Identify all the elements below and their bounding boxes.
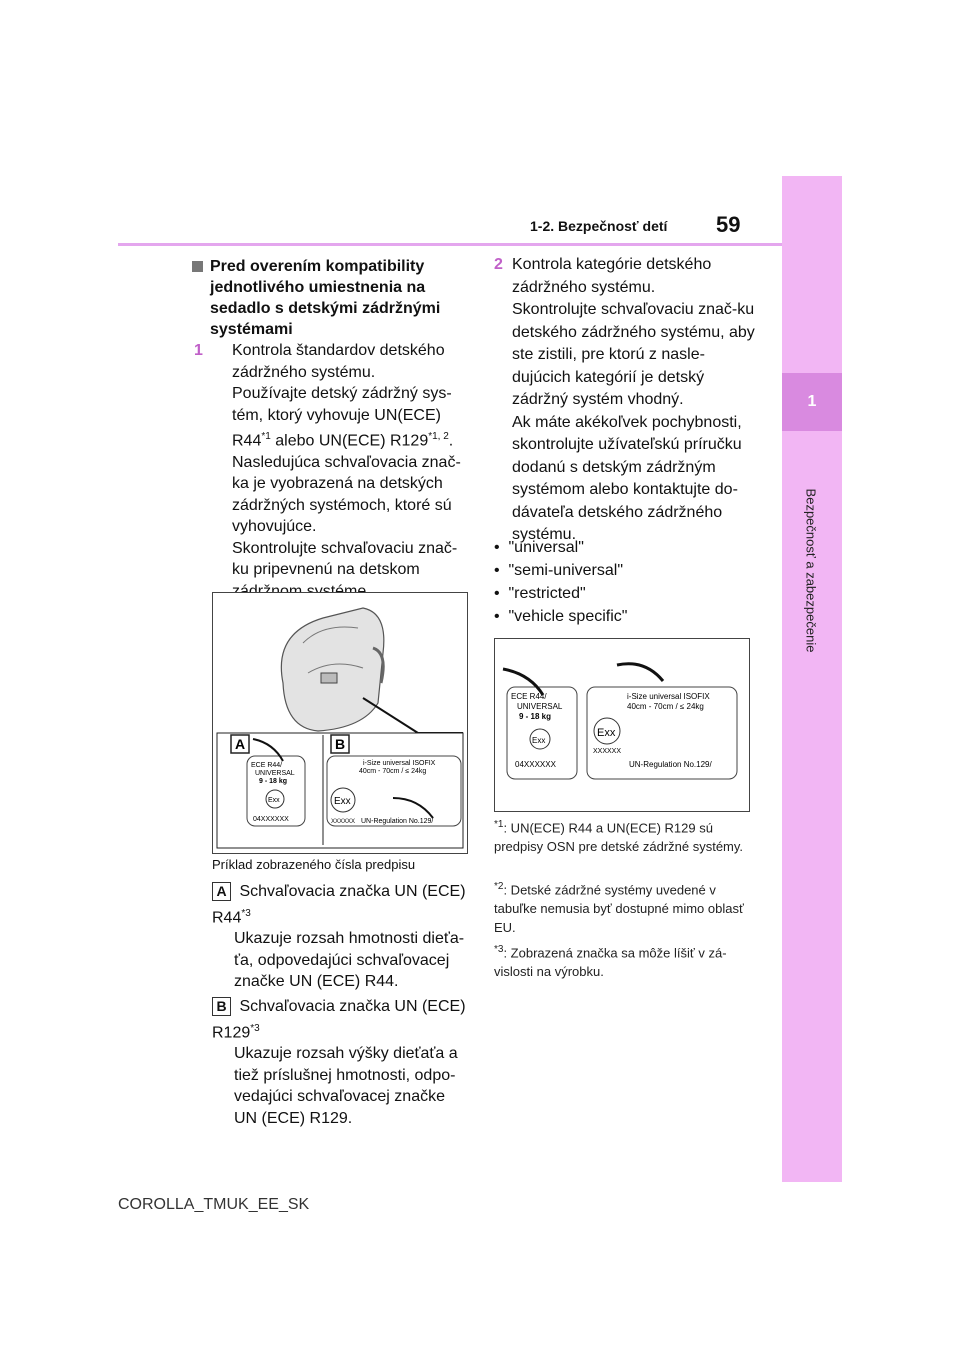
- step-1-standards: [232, 383, 468, 452]
- list-item: • "universal": [494, 539, 584, 556]
- document-code: COROLLA_TMUK_EE_SK: [118, 1196, 310, 1213]
- isize-text: i-Size universal ISOFIX: [627, 692, 710, 701]
- list-item: • "semi-universal": [494, 562, 623, 579]
- code-text: 04XXXXXX: [253, 816, 289, 823]
- step-2: [494, 254, 756, 547]
- step-2-title: Kontrola kategórie detského zádržného systému.: [512, 256, 712, 296]
- step-1-text-d: .: [448, 432, 454, 450]
- footnote-ref: *1, 2: [428, 431, 449, 442]
- list-item: • "restricted": [494, 585, 586, 602]
- list-item-text: "semi-universal": [508, 562, 623, 579]
- footnote-mark: *3: [494, 944, 504, 955]
- subheading-text: Pred overením kompatibility jednotlivého umiestnenia na sedadlo s detskými zádržnými systémami: [210, 258, 441, 338]
- exx-mark: Exx: [532, 736, 546, 745]
- list-item-text: "universal": [508, 539, 584, 556]
- figure-label-a: A: [235, 736, 246, 752]
- step-2-text-b: Skontrolujte schvaľovaciu znač-ku detského zádržného systému, aby ste zistili, pre ktorú z nasle-dujúcich kategórií je detský zádržný systém vhodný.: [512, 301, 755, 408]
- footnote-ref: *1: [261, 431, 271, 442]
- square-bullet-icon: [192, 261, 203, 272]
- regulation-text: UN-Regulation No.129/: [361, 818, 434, 825]
- step-1-text-e: Nasledujúca schvaľovacia znač-ka je vyobrazená na detských zádržných systémoch, ktoré sú vyhovujúce.: [232, 453, 461, 536]
- approval-marks-illustration: [495, 639, 749, 811]
- universal-text: UNIVERSAL: [517, 702, 563, 711]
- footnote-mark: *1: [494, 819, 504, 830]
- label-a-title: Schvaľovacia značka UN (ECE) R44: [212, 883, 466, 926]
- footnote-3: [494, 940, 756, 981]
- figure-caption: Príklad zobrazeného čísla predpisu: [212, 857, 416, 872]
- height-text: 40cm - 70cm / ≤ 24kg: [359, 768, 427, 775]
- list-item: • "vehicle specific": [494, 608, 628, 625]
- footnote-text: : Detské zádržné systémy uvedené v tabuľke nemusia byť dostupné mimo oblasť EU.: [494, 882, 744, 936]
- step-2-text-c: Ak máte akékoľvek pochybnosti, skontrolujte užívateľskú príručku dodanú s detským zádržným systémom alebo kontaktujte do-dávateľa detského zádržného systému.: [512, 413, 742, 543]
- code-text: 04XXXXXX: [515, 760, 556, 769]
- list-item-text: "vehicle specific": [508, 608, 628, 625]
- exx-mark: Exx: [268, 797, 280, 804]
- isize-text: i-Size universal ISOFIX: [363, 760, 436, 767]
- label-b-box: B: [212, 997, 231, 1016]
- footnote-mark: *2: [494, 881, 504, 892]
- universal-text: UNIVERSAL: [255, 770, 295, 777]
- chapter-title-text: Bezpečnosť a zabezpečenie: [803, 488, 819, 652]
- footnote-ref: *3: [241, 907, 251, 919]
- footnote-text: : Zobrazená značka sa môže líšiť v zá-vislosti na výrobku.: [494, 945, 727, 980]
- label-b-title: Schvaľovacia značka UN (ECE) R129: [212, 998, 466, 1041]
- category-list: [494, 536, 756, 628]
- label-b-block: [212, 996, 472, 1129]
- exx-big-mark: Exx: [597, 727, 616, 739]
- step-1-text-b: Používajte detský zádržný sys-tém, ktorý vyhovuje UN(ECE) R44: [232, 385, 452, 450]
- step-2-number: 2: [494, 256, 503, 273]
- footnote-2: [494, 877, 756, 937]
- label-a-box: A: [212, 882, 231, 901]
- step-1-number: 1: [194, 342, 203, 359]
- footnote-text: : UN(ECE) R44 a UN(ECE) R129 sú predpisy OSN pre detské zádržné systémy.: [494, 820, 744, 855]
- footnote-ref: *3: [250, 1022, 260, 1034]
- header-rule: [118, 243, 782, 246]
- chapter-number: 1: [782, 373, 842, 431]
- step-1: [194, 340, 468, 602]
- ece-mark-text: ECE R44/: [251, 762, 283, 769]
- approval-marks-figure: [494, 638, 750, 812]
- footnote-1: [494, 815, 756, 856]
- label-b-text: Ukazuje rozsah výšky dieťaťa a tiež príslušnej hmotnosti, odpo-vedajúci schvaľovacej značke UN (ECE) R129.: [234, 1045, 458, 1127]
- weight-text: 9 - 18 kg: [519, 712, 552, 721]
- regulation-text: UN-Regulation No.129/: [629, 760, 712, 769]
- step-1-text-f: Skontrolujte schvaľovaciu znač-ku pripevnenú na detskom: [232, 539, 458, 579]
- ece-mark-text: ECE R44/: [511, 692, 547, 701]
- height-text: 40cm - 70cm / ≤ 24kg: [627, 702, 704, 711]
- label-a-block: [212, 881, 470, 993]
- child-seat-illustration: [213, 593, 467, 853]
- section-title: 1-2. Bezpečnosť detí: [530, 218, 668, 234]
- xxxxxx-text: XXXXXX: [593, 748, 622, 755]
- xxxxxx-text: XXXXXX: [331, 819, 356, 825]
- figure-label-b: B: [335, 736, 346, 752]
- exx-big-mark: Exx: [334, 796, 351, 807]
- page-number: 59: [716, 212, 741, 237]
- weight-text: 9 - 18 kg: [259, 778, 288, 785]
- chapter-title: [765, 420, 857, 720]
- subheading: [210, 256, 462, 340]
- label-a-text: Ukazuje rozsah hmotnosti dieťa-ťa, odpovedajúci schvaľovacej značke UN (ECE) R44.: [234, 930, 465, 991]
- child-seat-figure: [212, 592, 468, 854]
- step-1-text-c: alebo UN(ECE) R129: [270, 432, 429, 450]
- list-item-text: "restricted": [508, 585, 586, 602]
- step-1-title: Kontrola štandardov detského zádržného systému.: [232, 342, 445, 381]
